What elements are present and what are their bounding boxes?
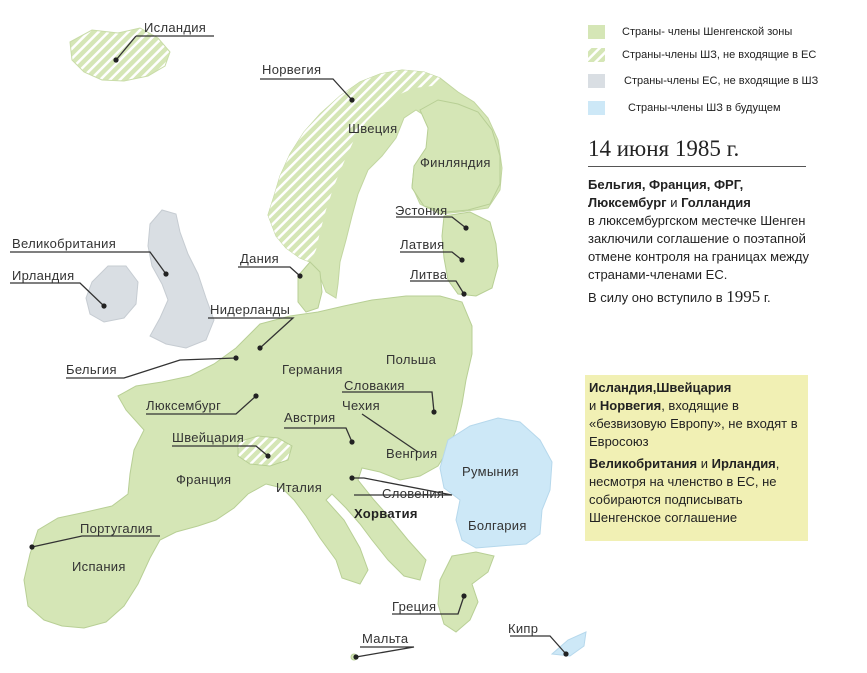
effective-year: 1995 [726,287,761,306]
note-paragraph-1 [589,379,809,451]
note-rest-2: , несмотря на членство в ЕС, не собираются подписывать Шенгенское соглашение [589,456,780,525]
label-portugal: Португалия [80,521,153,536]
and-word: и [666,195,682,210]
label-czechia: Чехия [342,398,380,413]
note-text [589,379,809,531]
label-denmark: Дания [240,251,280,266]
note-and-2: и [697,456,712,471]
note-countries-d: Ирландия [711,456,776,471]
label-luxembourg: Люксембург [146,398,222,413]
countries-part-a: Бельгия, Франция, ФРГ, [588,177,744,192]
note-countries-a: Исландия,Швейцария [589,380,732,395]
label-spain: Испания [72,559,126,574]
divider [588,166,806,167]
label-greece: Греция [392,599,437,614]
label-lithuania: Литва [410,267,448,282]
label-norway: Норвегия [262,62,322,77]
note-and: и [589,398,600,413]
baltics-shape [442,212,498,296]
legend-label: Страны-члены ШЗ в будущем [628,102,781,114]
note-paragraph-2 [589,455,809,527]
agreement-text: в люксембургском местечке Шенген заключили соглашение о поэтапной отмене контроля на границах между странами-членами ЕС. [588,213,809,282]
legend-label: Страны-члены ШЗ, не входящие в ЕС [622,49,817,61]
label-sweden: Швеция [348,121,398,136]
countries-part-c: Голландия [681,195,751,210]
label-switzerland: Швейцария [172,430,245,445]
note-countries-b: Норвегия [599,398,662,413]
label-slovenia: Словения [382,486,445,501]
effective-prefix: В силу оно вступило в [588,290,727,305]
label-netherlands: Нидерланды [210,302,291,317]
effective-text [588,288,818,307]
label-latvia: Латвия [400,237,445,252]
ireland-shape [86,266,138,322]
note-box [585,375,808,541]
countries-part-b: Люксембург [588,195,667,210]
solid-green-swatch-icon [588,25,605,39]
label-ireland: Ирландия [12,268,75,283]
hatched-green-swatch-icon [588,48,605,62]
label-austria: Австрия [284,410,336,425]
date-title: 14 июня 1985 г. [588,136,740,161]
label-romania: Румыния [462,464,519,479]
light-blue-swatch-icon [588,101,605,115]
greece-shape [438,552,494,632]
label-germany: Германия [282,362,343,377]
label-estonia: Эстония [395,203,448,218]
note-rest-1: , входящие в «безвизовую Европу», не входят в Евросоюз [589,398,798,449]
gray-swatch-icon [588,74,605,88]
label-iceland: Исландия [144,20,207,35]
label-malta: Мальта [362,631,409,646]
note-countries-c: Великобритания [589,456,698,471]
legend-label: Страны- члены Шенгенской зоны [622,26,793,38]
label-italy: Италия [276,480,323,495]
label-cyprus: Кипр [508,621,539,636]
founding-countries [588,176,818,212]
label-slovakia: Словакия [344,378,405,393]
label-finland: Финляндия [420,155,491,170]
label-france: Франция [176,472,232,487]
label-belgium: Бельгия [66,362,117,377]
label-hungary: Венгрия [386,446,438,461]
year-suffix: г. [760,290,771,305]
uk-shape [148,210,214,348]
label-bulgaria: Болгария [468,518,527,533]
label-uk: Великобритания [12,236,117,251]
legend-label: Страны-члены ЕС, не входящие в ШЗ [624,75,819,87]
label-croatia: Хорватия [354,506,418,521]
label-poland: Польша [386,352,437,367]
info-text [588,176,818,307]
